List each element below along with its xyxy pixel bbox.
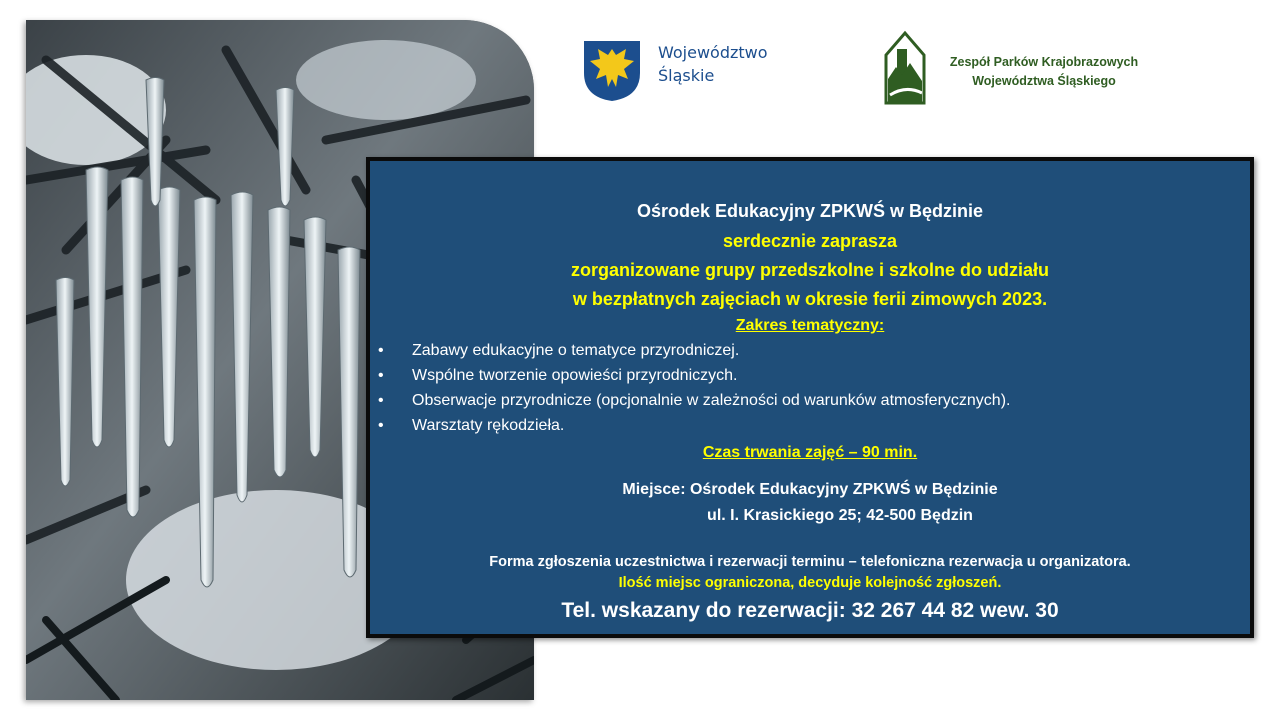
period-text: w bezpłatnych zajęciach w okresie ferii zimowych 2023. [572, 289, 1048, 309]
topic-item: • Warsztaty rękodzieła. [378, 417, 565, 434]
eagle-shield-icon [582, 39, 642, 103]
topic-item: • Wspólne tworzenie opowieści przyrodniczych. [378, 367, 738, 384]
phone-text: Tel. wskazany do rezerwacji: 32 267 44 82 wew. 30 [561, 599, 1059, 622]
wojewodztwo-slaskie-logo [582, 39, 782, 103]
groups-text: zorganizowane grupy przedszkolne i szkolne do udziału [570, 260, 1050, 280]
zpkws-logo [882, 29, 1162, 107]
topic-item: • Obserwacje przyrodnicze (opcjonalnie w zależności od warunków atmosferycznych). [378, 392, 1011, 409]
logo-left-line1: Województwo [658, 43, 768, 62]
panel-title: Ośrodek Edukacyjny ZPKWŚ w Będzinie [636, 201, 984, 221]
logo-right-line1: Zespół Parków Krajobrazowych [949, 55, 1139, 69]
scope-heading: Zakres tematyczny: [735, 317, 885, 334]
logo-right-line2: Województwa Śląskiego [972, 74, 1116, 88]
place-line1: Miejsce: Ośrodek Edukacyjny ZPKWŚ w Będzinie [622, 481, 998, 498]
registration-text: Forma zgłoszenia uczestnictwa i rezerwacji terminu – telefoniczna rezerwacja u organizatora. [489, 554, 1131, 570]
invite-text: serdecznie zaprasza [722, 231, 898, 251]
place-line2: ul. I. Krasickiego 25; 42-500 Będzin [707, 507, 973, 524]
tower-landscape-icon [882, 29, 928, 105]
topic-item: • Zabawy edukacyjne o tematyce przyrodniczej. [378, 342, 740, 359]
info-panel [366, 157, 1254, 638]
limited-places-text: Ilość miejsc ograniczona, decyduje kolejność zgłoszeń. [618, 575, 1002, 591]
logo-left-line2: Śląskie [658, 66, 715, 85]
duration-text: Czas trwania zajęć – 90 min. [702, 444, 918, 461]
